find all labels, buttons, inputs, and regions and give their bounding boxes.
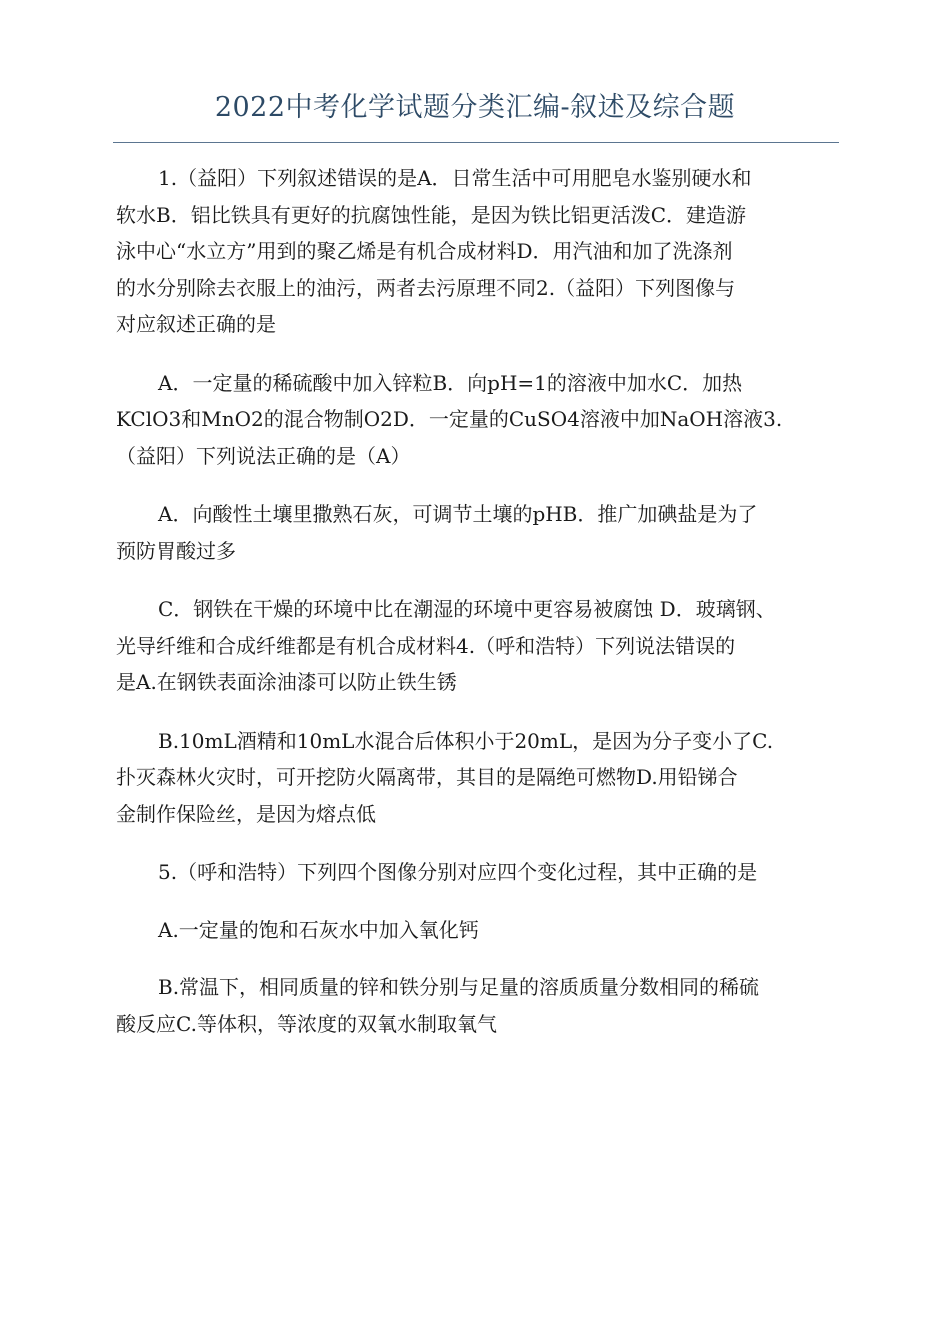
paragraph-line: （益阳）下列说法正确的是（A） bbox=[116, 443, 411, 468]
paragraph-7 bbox=[116, 912, 840, 949]
paragraph-line: 5.（呼和浩特）下列四个图像分别对应四个变化过程，其中正确的是 bbox=[158, 860, 758, 884]
paragraph-line: 泳中心“水立方”用到的聚乙烯是有机合成材料D．用汽油和加了洗涤剂 bbox=[116, 239, 733, 263]
title-divider bbox=[113, 142, 839, 143]
paragraph-line: 的水分别除去衣服上的油污，两者去污原理不同2.（益阳）下列图像与 bbox=[116, 275, 736, 300]
paragraph-line: 金制作保险丝，是因为熔点低 bbox=[116, 801, 376, 826]
paragraph-line: 预防胃酸过多 bbox=[116, 538, 236, 563]
paragraph-2 bbox=[116, 365, 840, 475]
paragraph-line: 扑灭森林火灾时，可开挖防火隔离带，其目的是隔绝可燃物D.用铅锑合 bbox=[116, 765, 738, 789]
paragraph-line: A.一定量的饱和石灰水中加入氧化钙 bbox=[158, 917, 479, 942]
paragraph-line: A．一定量的稀硫酸中加入锌粒B．向pH=1的溶液中加水C．加热 bbox=[158, 370, 743, 395]
paragraph-3 bbox=[116, 496, 840, 569]
paragraph-1 bbox=[116, 160, 840, 343]
paragraph-line: 酸反应C.等体积，等浓度的双氧水制取氧气 bbox=[116, 1011, 497, 1036]
paragraph-line: 1.（益阳）下列叙述错误的是A．日常生活中可用肥皂水鉴别硬水和 bbox=[158, 166, 752, 190]
paragraph-4 bbox=[116, 591, 840, 701]
paragraph-line: 光导纤维和合成纤维都是有机合成材料4.（呼和浩特）下列说法错误的 bbox=[116, 633, 736, 658]
paragraph-5 bbox=[116, 723, 840, 833]
document-title: 2022中考化学试题分类汇编-叙述及综合题 bbox=[214, 92, 736, 123]
paragraph-8 bbox=[116, 969, 840, 1042]
document-body bbox=[116, 160, 840, 1064]
paragraph-6 bbox=[116, 854, 840, 891]
paragraph-line: C．钢铁在干燥的环境中比在潮湿的环境中更容易被腐蚀 D．玻璃钢、 bbox=[158, 597, 776, 621]
paragraph-line: 软水B．铝比铁具有更好的抗腐蚀性能，是因为铁比铝更活泼C．建造游 bbox=[116, 202, 746, 227]
paragraph-line: B.常温下，相同质量的锌和铁分别与足量的溶质质量分数相同的稀硫 bbox=[158, 975, 760, 999]
paragraph-line: 对应叙述正确的是 bbox=[116, 312, 276, 336]
paragraph-line: B.10mL酒精和10mL水混合后体积小于20mL，是因为分子变小了C. bbox=[158, 728, 774, 753]
paragraph-line: 是A.在钢铁表面涂油漆可以防止铁生锈 bbox=[116, 670, 457, 694]
paragraph-line: KClO3和MnO2的混合物制O2D．一定量的CuSO4溶液中加NaOH溶液3. bbox=[116, 407, 783, 431]
paragraph-line: A．向酸性土壤里撒熟石灰，可调节土壤的pHB．推广加碘盐是为了 bbox=[158, 502, 758, 526]
